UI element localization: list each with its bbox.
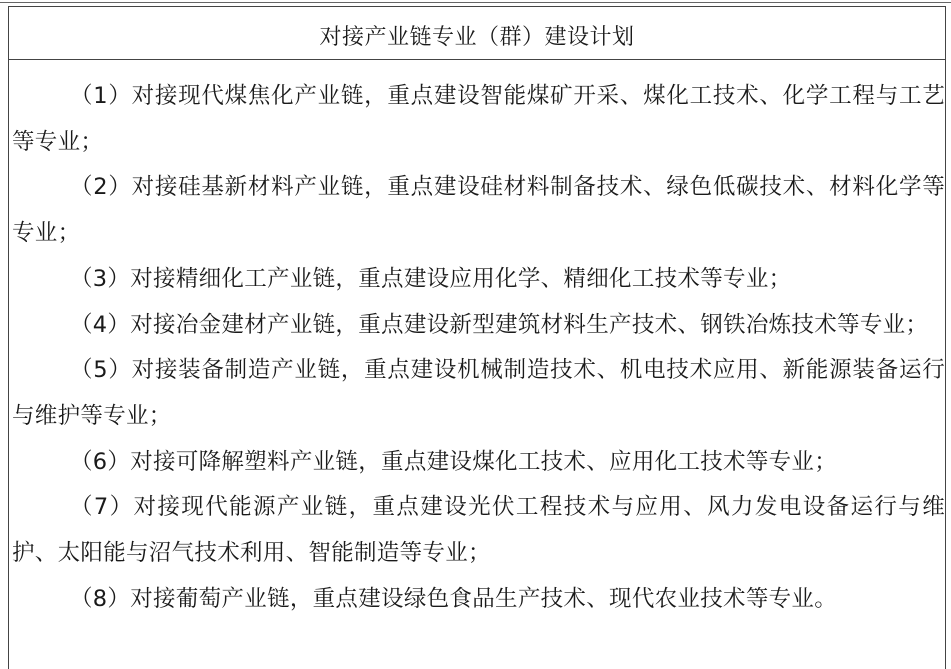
plan-table <box>8 6 946 669</box>
table-body <box>9 60 945 622</box>
plan-item-4: （4）对接冶金建材产业链，重点建设新型建筑材料生产技术、钢铁冶炼技术等专业； <box>70 311 929 338</box>
table-header <box>9 6 945 60</box>
table-title: 对接产业链专业（群）建设计划 <box>319 25 635 50</box>
plan-item-7: （7）对接现代能源产业链，重点建设光伏工程技术与应用、风力发电设备运行与维护、太阳能与沼气技术利用、智能制造等专业； <box>12 494 945 567</box>
top-rule <box>0 2 951 3</box>
plan-item-5: （5）对接装备制造产业链，重点建设机械制造技术、机电技术应用、新能源装备运行与维护等专业； <box>12 357 945 429</box>
plan-item-2: （2）对接硅基新材料产业链，重点建设硅材料制备技术、绿色低碳技术、材料化学等专业； <box>12 174 945 247</box>
plan-item-6: （6）对接可降解塑料产业链，重点建设煤化工技术、应用化工技术等专业； <box>70 448 838 475</box>
plan-item-1: （1）对接现代煤焦化产业链，重点建设智能煤矿开采、煤化工技术、化学工程与工艺等专业； <box>12 83 945 155</box>
plan-item-8: （8）对接葡萄产业链，重点建设绿色食品生产技术、现代农业技术等专业。 <box>70 585 838 612</box>
plan-item-3: （3）对接精细化工产业链，重点建设应用化学、精细化工技术等专业； <box>70 265 792 292</box>
